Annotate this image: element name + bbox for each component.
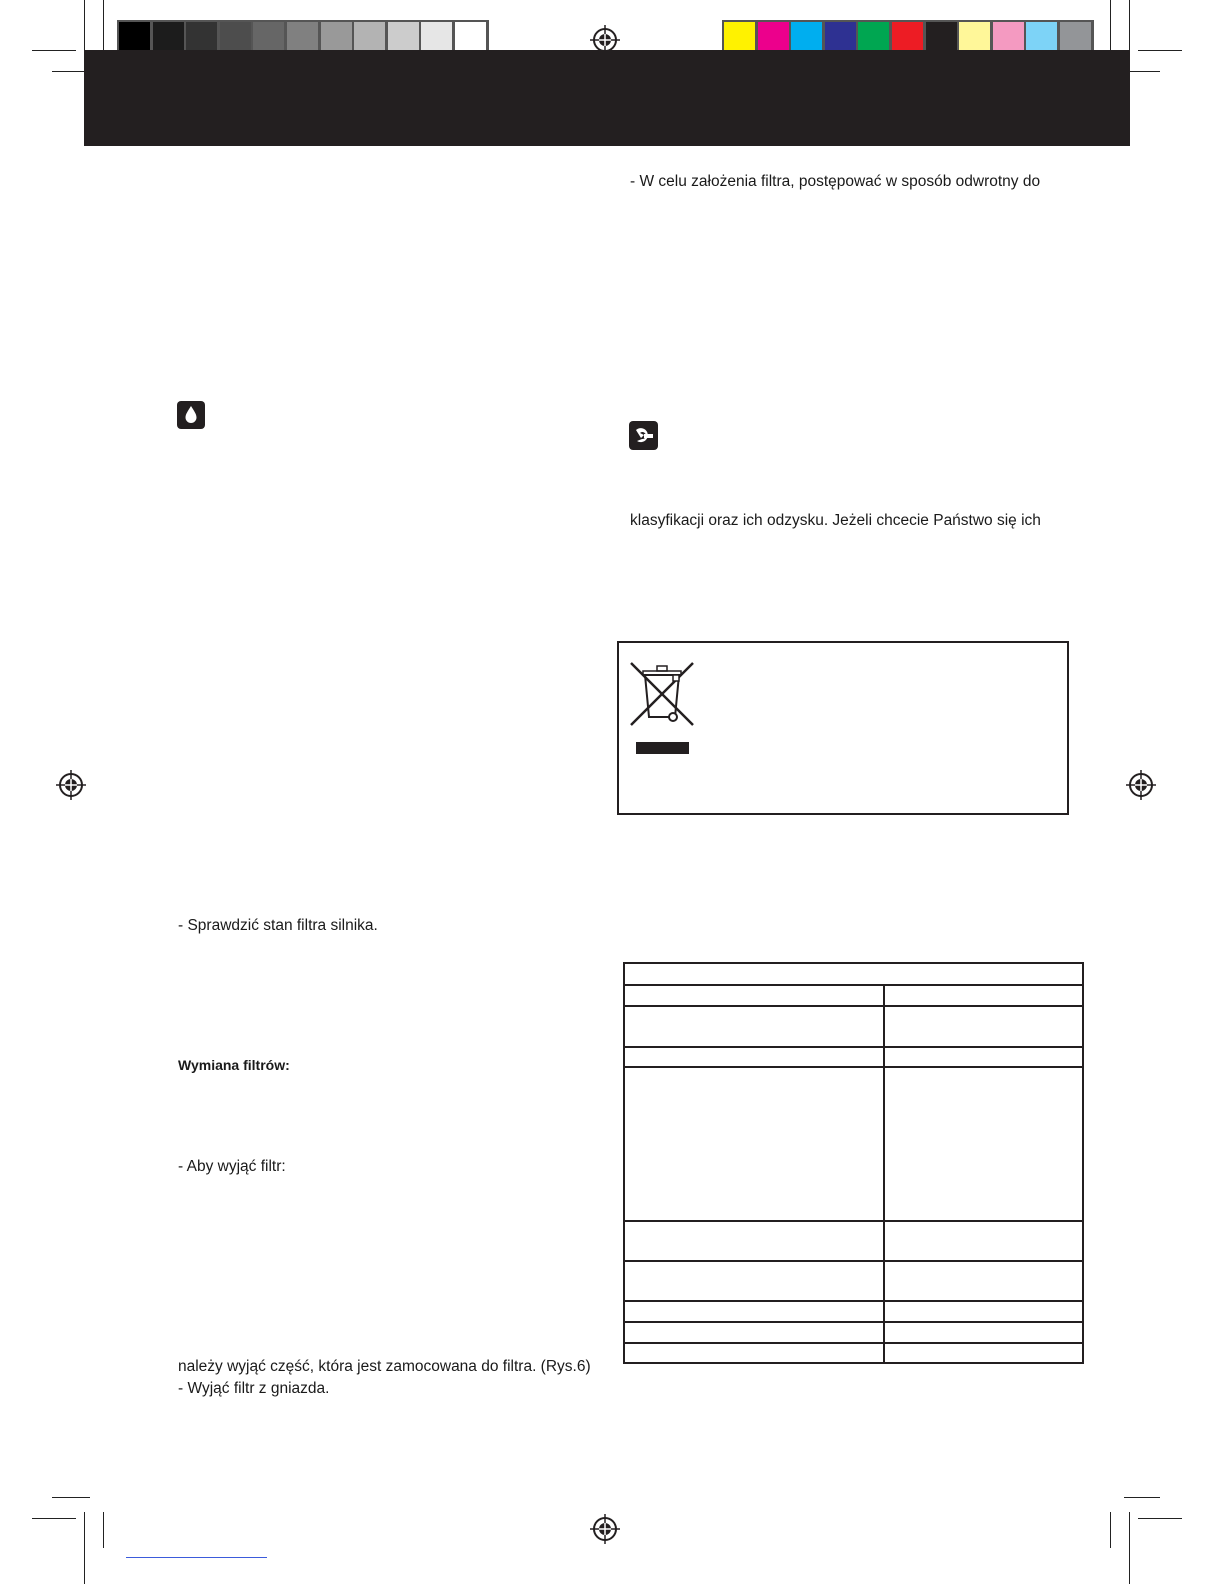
page-header-bar (84, 50, 1130, 146)
crop-mark (103, 1512, 104, 1548)
table-row-divider (625, 1046, 1082, 1048)
crop-mark (84, 1512, 85, 1584)
table-row-divider (625, 1066, 1082, 1068)
crop-mark (1110, 1512, 1111, 1548)
table-row-divider (625, 1220, 1082, 1222)
crop-mark (84, 0, 85, 52)
refit-filter-text: - W celu założenia filtra, postępować w sposób odwrotny do (630, 173, 1041, 190)
replacing-filters-heading: Wymiana filtrów: (178, 1057, 290, 1073)
crop-mark (1138, 1518, 1182, 1519)
crop-mark (103, 0, 104, 52)
table-row-divider (625, 1300, 1082, 1302)
crop-mark (32, 50, 76, 51)
crop-mark (32, 1518, 76, 1519)
crop-mark (52, 1497, 90, 1498)
recycling-text: klasyfikacji oraz ich odzysku. Jeżeli chcecie Państwo się ich (630, 512, 1041, 529)
table-column-divider (883, 984, 885, 1364)
crossed-out-wheelie-bin-icon (629, 661, 697, 729)
service-wrench-icon (629, 421, 658, 450)
crop-mark (1129, 1512, 1130, 1584)
registration-mark-icon (590, 1514, 620, 1544)
crop-mark (1110, 0, 1111, 52)
table-row-divider (625, 1005, 1082, 1007)
remove-from-socket-text: - Wyjąć filtr z gniazda. (178, 1380, 330, 1397)
crop-mark (1129, 0, 1130, 52)
crop-mark (1138, 50, 1182, 51)
registration-mark-icon (1126, 770, 1156, 800)
remove-part-text: należy wyjąć część, która jest zamocowana do filtra. (Rys.6) (178, 1358, 591, 1375)
weee-notice-box (617, 641, 1069, 815)
table-row-divider (625, 984, 1082, 986)
registration-mark-icon (56, 770, 86, 800)
table-row-divider (625, 1321, 1082, 1323)
footer-rule (126, 1557, 267, 1558)
specification-table (623, 962, 1084, 1364)
remove-filter-intro-text: - Aby wyjąć filtr: (178, 1158, 286, 1175)
table-row-divider (625, 1260, 1082, 1262)
crop-mark (1124, 1497, 1160, 1498)
water-drop-icon (177, 401, 205, 429)
weee-solid-bar (636, 742, 689, 754)
table-row-divider (625, 1342, 1082, 1344)
check-motor-filter-text: - Sprawdzić stan filtra silnika. (178, 917, 378, 934)
